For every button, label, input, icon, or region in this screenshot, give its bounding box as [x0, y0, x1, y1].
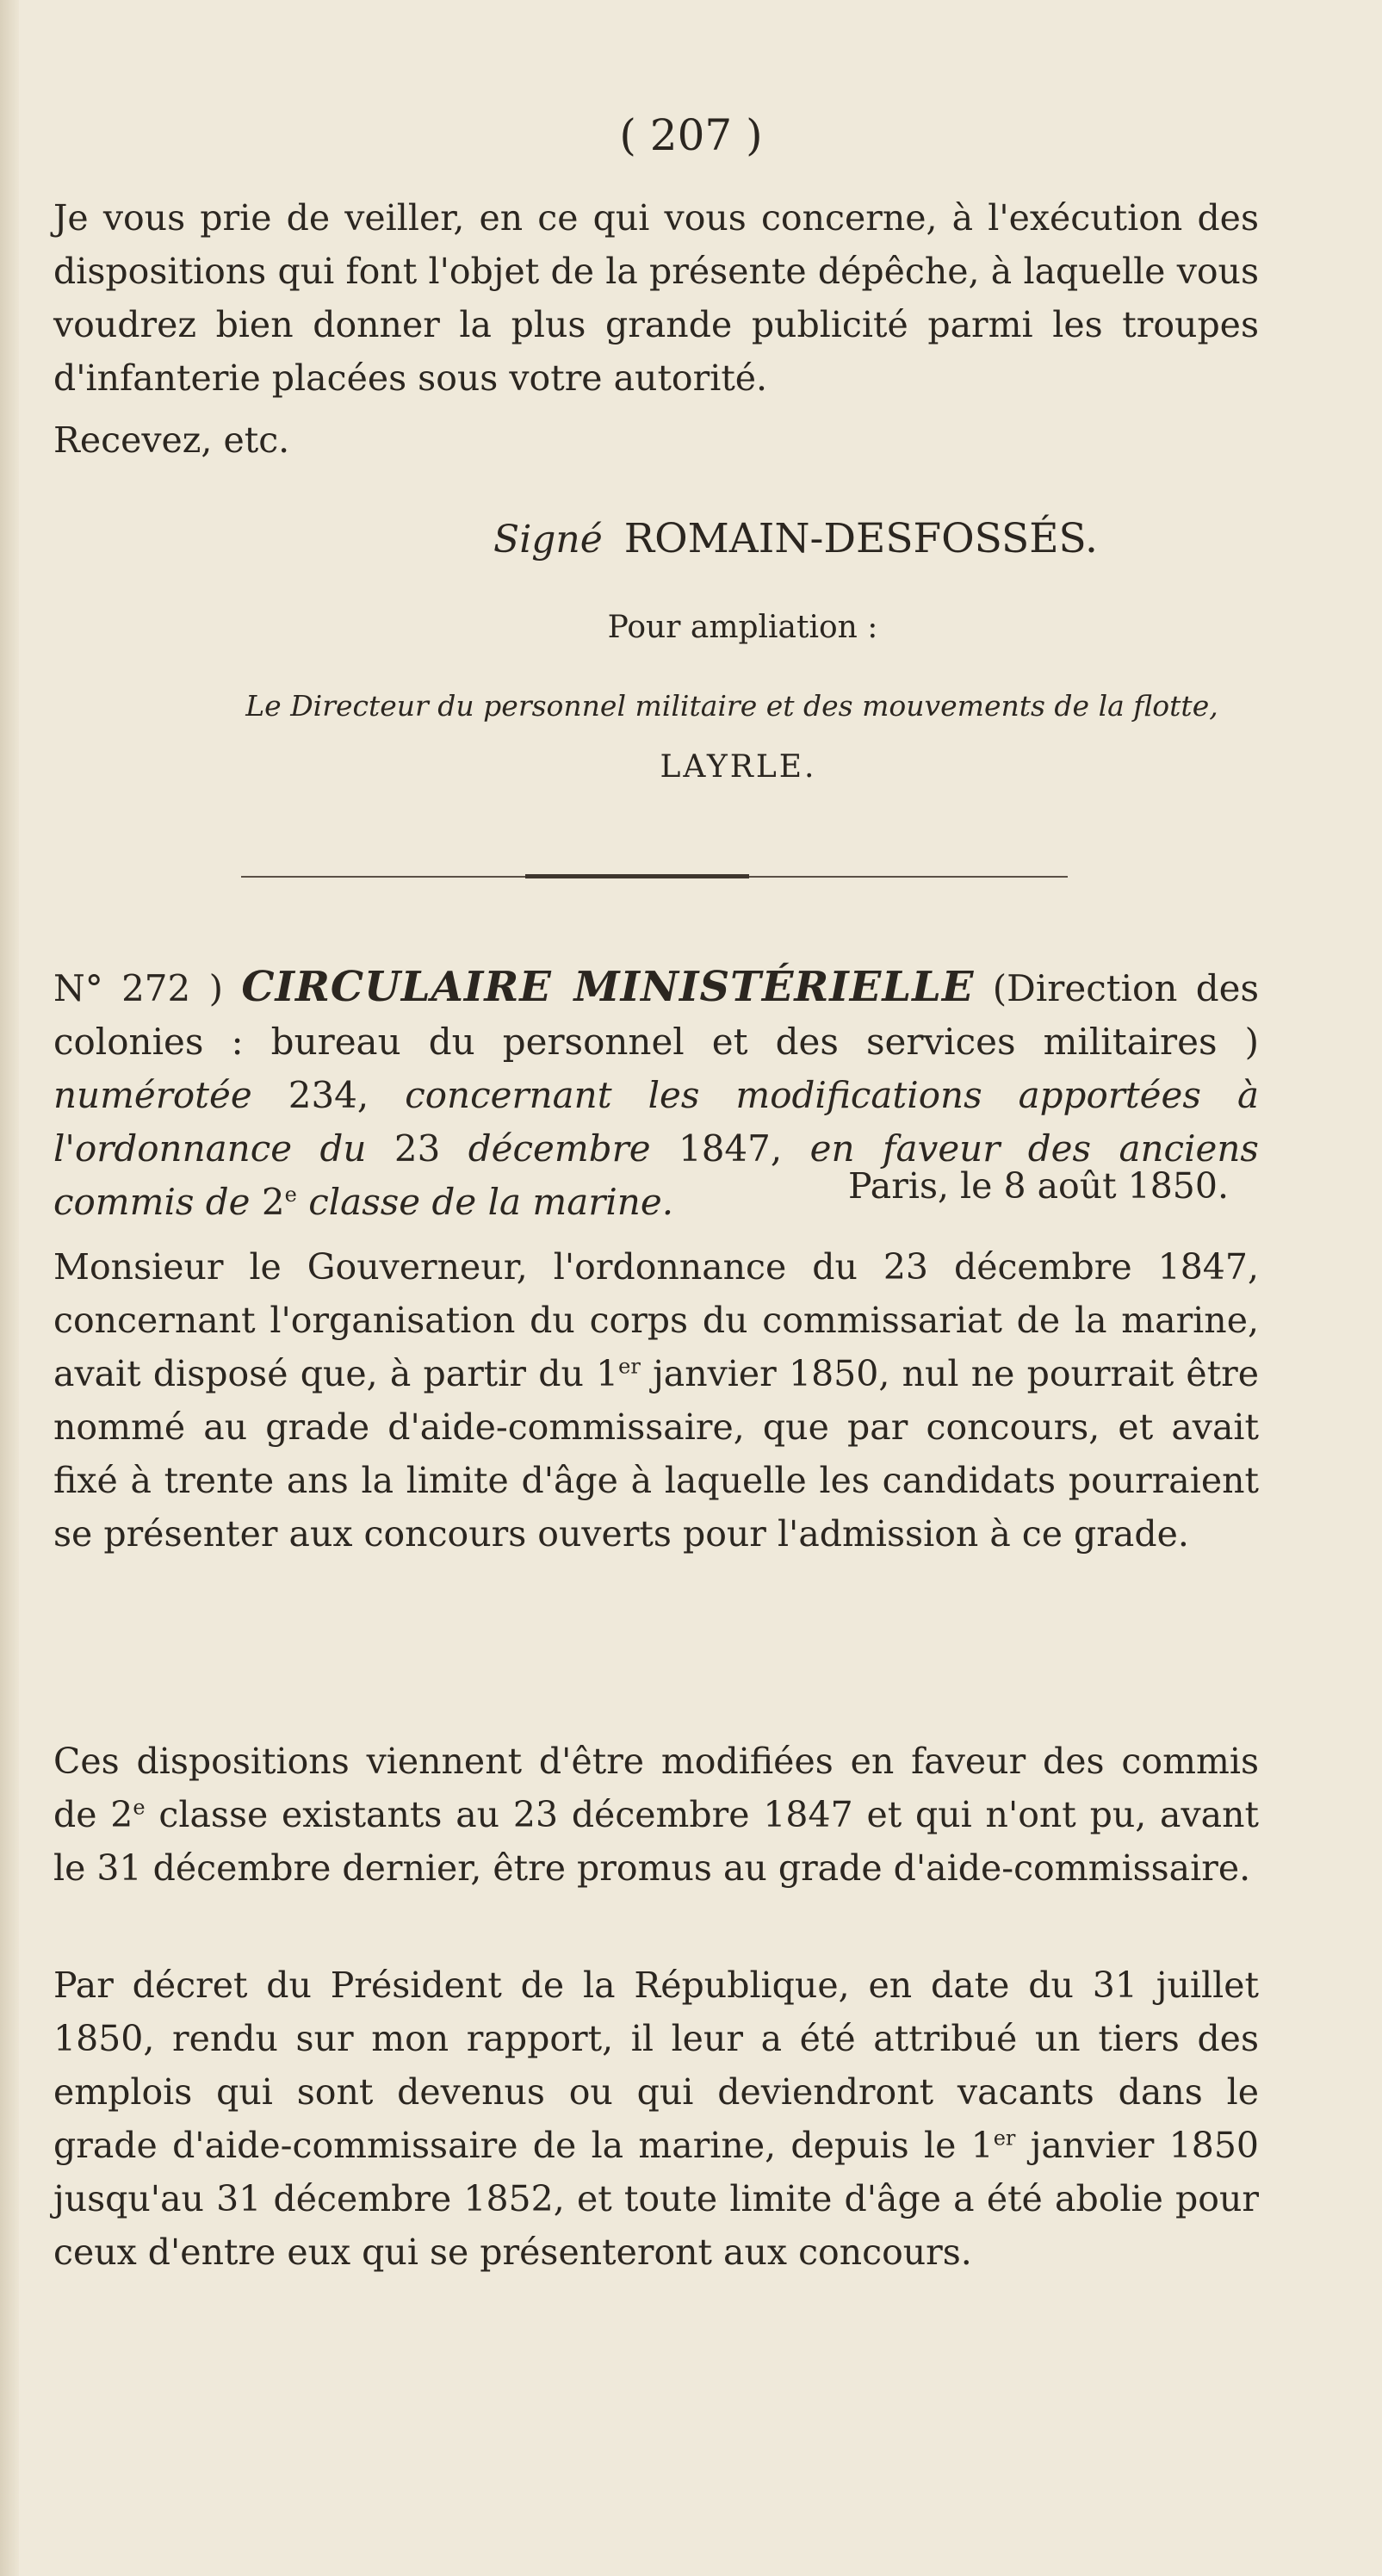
closing-formula: Recevez, etc. — [53, 419, 290, 461]
paragraph-1-sup: er — [618, 1354, 641, 1379]
director-name: LAYRLE. — [660, 749, 817, 785]
circular-classe-num: 2 — [261, 1181, 285, 1223]
paragraph-3-text-a: Par décret du Président de la République, en date du 31 juillet 1850, rendu sur mon rapport, il leur a été attribué un tiers des emplois qui sont devenus ou qui deviendront vacants dans le grade d'aide-commissaire de la marine, depuis le 1 — [53, 1965, 1259, 2166]
circular-subject-b: concernant les modifications apportées à l'ordonnance du — [53, 1074, 1259, 1170]
circular-title: CIRCULAIRE MINISTÉRIELLE — [241, 963, 975, 1011]
paragraph-1-text-b: janvier 1850, nul ne pourrait être nommé au grade d'aide-commissaire, que par concours, et avait fixé à trente ans la limite d'âge à laquelle les candidats pourraient se présenter aux concours ouverts pour l'admission à ce grade. — [53, 1353, 1259, 1555]
signature-label: Signé — [493, 518, 603, 562]
paragraph-3-sup: er — [993, 2126, 1016, 2151]
signatory-name: ROMAIN-DESFOSSÉS. — [623, 515, 1098, 562]
paragraph-3 — [53, 1958, 1259, 2279]
section-divider — [241, 876, 1068, 878]
page-spine-shadow — [0, 0, 19, 2576]
circular-classe-sup: e — [284, 1182, 297, 1207]
page-number: ( 207 ) — [619, 110, 763, 160]
paragraph-1-text-a: Monsieur le Gouverneur, l'ordonnance du 23 décembre 1847, concernant l'organisation du corps du commissariat de la marine, avait disposé que, à partir du 1 — [53, 1246, 1259, 1394]
circular-subject-c: décembre — [468, 1127, 651, 1170]
paragraph-2-sup: e — [133, 1795, 146, 1820]
circular-subject-d: en faveur des anciens commis de — [53, 1127, 1259, 1223]
director-title: Le Directeur du personnel militaire et des mouvements de la flotte, — [245, 689, 1218, 723]
paragraph-2-text-b: classe existants au 23 décembre 1847 et qui n'ont pu, avant le 31 décembre dernier, être promus au grade d'aide-commissaire. — [53, 1794, 1259, 1889]
circular-subject-e: classe de la marine. — [308, 1181, 674, 1223]
signature-line — [0, 515, 1382, 562]
circular-direction: (Direction des colonies : bureau du personnel et des services militaires ) — [53, 967, 1259, 1063]
circular-subject-a: numérotée — [53, 1074, 252, 1116]
date-line: Paris, le 8 août 1850. — [848, 1165, 1229, 1207]
circular-ord-day: 23 — [394, 1127, 441, 1170]
intro-paragraph: Je vous prie de veiller, en ce qui vous concerne, à l'exécution des dispositions qui font l'objet de la présente dépêche, à laquelle vous voudrez bien donner la plus grande publicité parmi les troupes d'infanterie placées sous votre autorité. — [53, 197, 1259, 399]
paragraph-2-text-a: Ces dispositions viennent d'être modifiées en faveur des commis de 2 — [53, 1741, 1259, 1835]
paragraph-3-text-b: janvier 1850 jusqu'au 31 décembre 1852, et toute limite d'âge a été abolie pour ceux d'entre eux qui se présenteront aux concours. — [53, 2125, 1259, 2273]
ampliation-label: Pour ampliation : — [607, 610, 878, 645]
paragraph-2 — [53, 1735, 1259, 1895]
paragraph-1 — [53, 1240, 1259, 1561]
circular-year: 1847, — [678, 1127, 783, 1170]
circular-number-234: 234, — [288, 1074, 369, 1116]
circular-number: N° 272 ) — [53, 967, 223, 1009]
